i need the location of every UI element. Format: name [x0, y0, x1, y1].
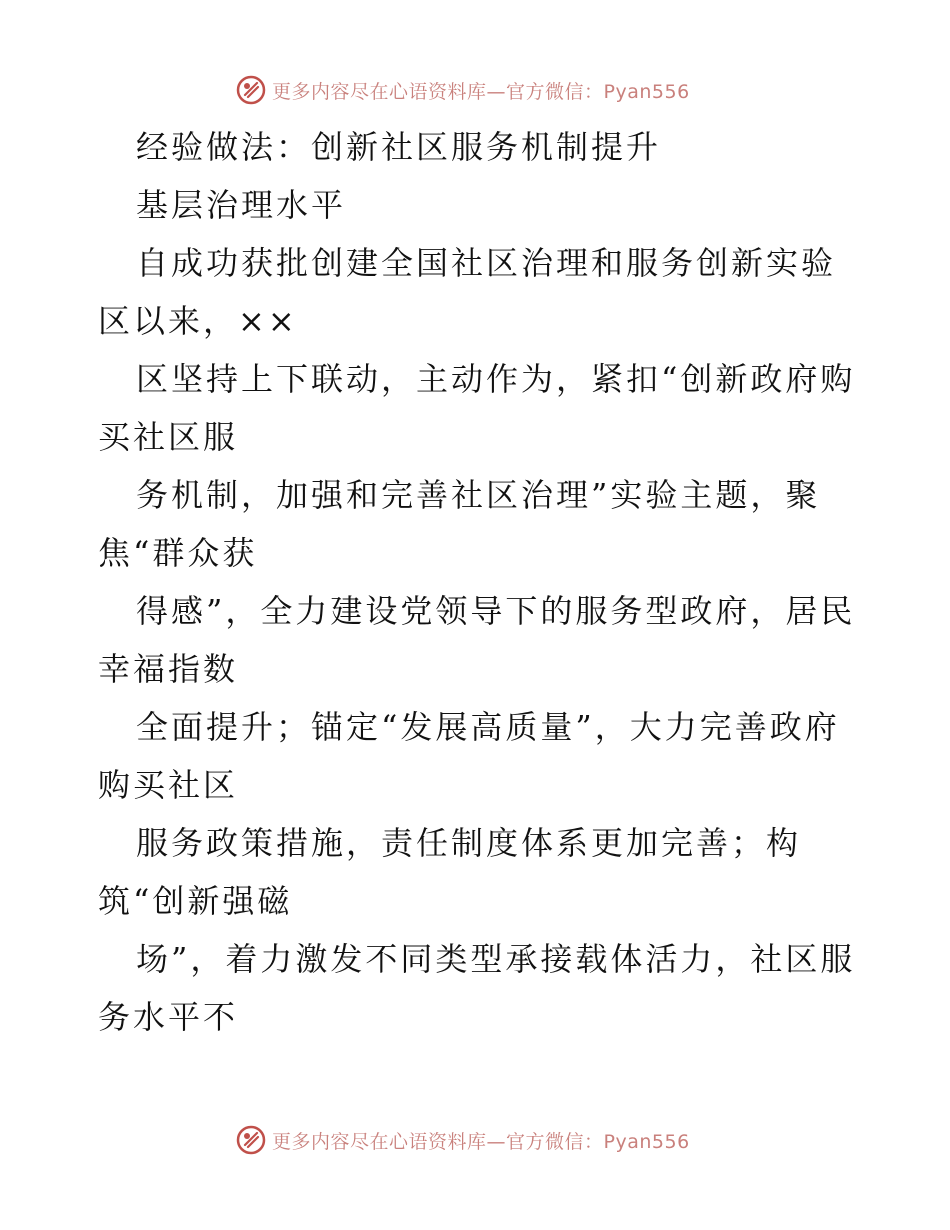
document-body — [98, 118, 858, 1046]
watermark-text: 更多内容尽在心语资料库—官方微信：Pyan556 — [272, 1130, 690, 1153]
text-line: 场”，着力激发不同类型承接载体活力，社区服务水平不 — [98, 940, 856, 1036]
text-line: 经验做法：创新社区服务机制提升 — [136, 128, 662, 166]
watermark-text: 更多内容尽在心语资料库—官方微信：Pyan556 — [272, 80, 690, 103]
text-line: 务机制，加强和完善社区治理”实验主题，聚焦“群众获 — [98, 476, 821, 572]
text-line: 服务政策措施，责任制度体系更加完善；构筑“创新强磁 — [98, 824, 802, 920]
red-circle-seal-icon — [236, 75, 266, 105]
text-line: 自成功获批创建全国社区治理和服务创新实验区以来，×× — [98, 244, 837, 340]
footer-watermark — [236, 1123, 690, 1157]
red-circle-seal-icon — [236, 1125, 266, 1155]
header-watermark — [236, 73, 690, 107]
text-line: 基层治理水平 — [136, 186, 347, 224]
text-line: 区坚持上下联动，主动作为，紧扣“创新政府购买社区服 — [98, 360, 856, 456]
text-line: 全面提升；锚定“发展高质量”，大力完善政府购买社区 — [98, 708, 840, 804]
text-line: 得感”，全力建设党领导下的服务型政府，居民幸福指数 — [98, 592, 856, 688]
